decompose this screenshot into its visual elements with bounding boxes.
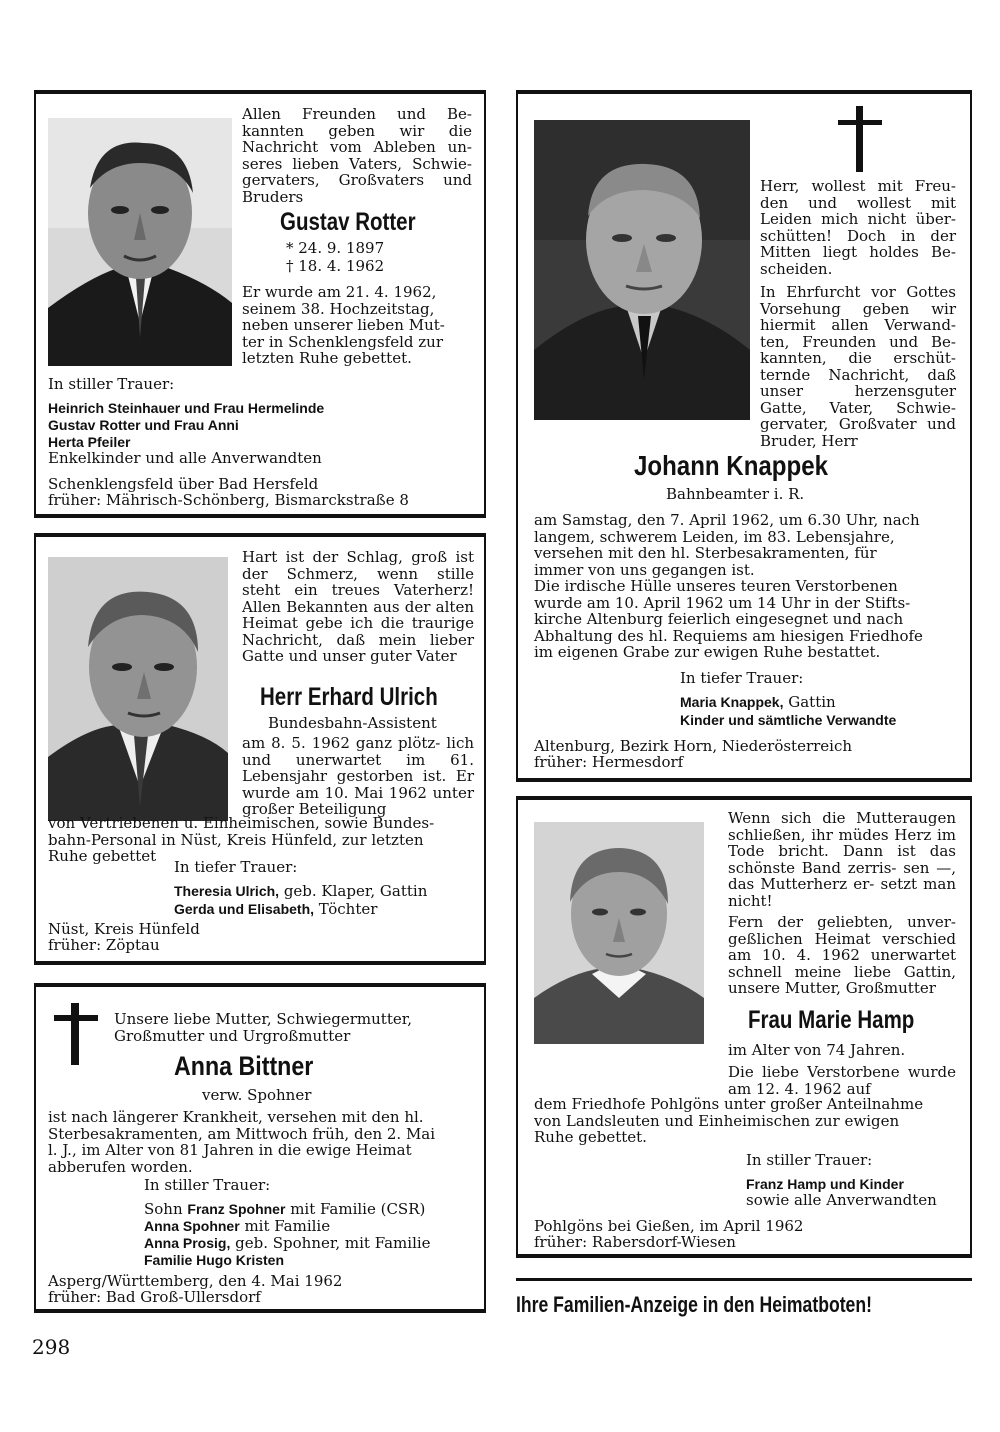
- knappek-mourner-2: Kinder und sämtliche Verwandte: [680, 712, 897, 728]
- notice-marie-hamp: [516, 796, 972, 1258]
- notice-erhard-ulrich: [34, 533, 486, 965]
- rotter-burial: Er wurde am 21. 4. 1962, seinem 38. Hochzeitstag, neben unserer lieben Mut- ter in Schenklengsfeld zur letzten Ruhe gebettet.: [242, 283, 445, 367]
- ad-slogan: Ihre Familien-Anzeige in den Heimatboten!: [516, 1292, 872, 1317]
- ulrich-mourner-1-rest: geb. Klaper, Gattin: [279, 882, 428, 900]
- rotter-place: Schenklengsfeld über Bad Hersfeld: [48, 475, 319, 493]
- hamp-verse: Wenn sich die Mutteraugen schließen, ihr müdes Herz im Tode bricht. Dann ist das schönste Band zerris- sen —, das Mutterherz er- setzt man nicht!: [728, 809, 956, 910]
- bittner-mourner-1: [144, 1201, 425, 1218]
- rotter-born: * 24. 9. 1897: [286, 239, 385, 257]
- hamp-former: früher: Rabersdorf-Wiesen: [534, 1233, 736, 1251]
- rotter-intro: Allen Freunden und Be- kannten geben wir die Nachricht vom Ableben un- seres lieben Vaters, Schwie- gervaters, Großvaters und Bruders: [242, 105, 472, 206]
- knappek-mourner-1-rest: Gattin: [783, 693, 836, 711]
- bittner-mourner-3: [144, 1235, 431, 1252]
- notice-gustav-rotter: [34, 90, 486, 518]
- ulrich-title: Bundesbahn-Assistent: [268, 714, 437, 732]
- bittner-mourner-3-rest: geb. Spohner, mit Familie: [230, 1234, 431, 1252]
- hamp-name: Frau Marie Hamp: [748, 1006, 915, 1034]
- bittner-mourning-label: In stiller Trauer:: [144, 1176, 271, 1194]
- portrait-johann-knappek: [534, 120, 750, 420]
- bittner-mourner-2-rest: mit Familie: [239, 1217, 331, 1235]
- hamp-intro: Fern der geliebten, unver- geßlichen Heimat verschied am 10. 4. 1962 unerwartet schnell meine liebe Gattin, unsere Mutter, Großmutter: [728, 913, 956, 997]
- ulrich-name: Herr Erhard Ulrich: [260, 683, 438, 711]
- knappek-mourner-1-name: Maria Knappek,: [680, 694, 784, 710]
- ulrich-mourner-1-name: Theresia Ulrich,: [174, 883, 280, 899]
- bittner-mourner-2-name: Anna Spohner: [144, 1218, 240, 1234]
- bittner-maiden: verw. Spohner: [202, 1086, 312, 1104]
- cross-icon: [54, 1003, 98, 1065]
- hamp-age: im Alter von 74 Jahren.: [728, 1041, 906, 1059]
- ad-rule-top: [516, 1278, 972, 1281]
- knappek-former: früher: Hermesdorf: [534, 753, 684, 771]
- knappek-intro: In Ehrfurcht vor Gottes Vorsehung geben wir hiermit allen Verwand- ten, Freunden und Be- kannten, die erschüt- ternde Nachricht, daß unser herzensguter Gatte, Vater, Schwie- gervater, Großvater und Bruder, Herr: [760, 283, 956, 450]
- rotter-former: früher: Mährisch-Schönberg, Bismarckstraße 8: [48, 491, 409, 509]
- hamp-mourning-label: In stiller Trauer:: [746, 1151, 873, 1169]
- knappek-text: am Samstag, den 7. April 1962, um 6.30 Uhr, nach langem, schwerem Leiden, im 83. Lebensjahre, versehen mit den hl. Sterbesakramenten, für immer von uns gegangen ist. Die irdische Hülle unseres teuren Verstorbenen wurde am 10. April 1962 um 14 Uhr in der Stifts- kirche Altenburg feierlich eingesegnet und nach Abhaltung des hl. Requiems am hiesigen Friedhofe im eigenen Grabe zur ewigen Ruhe bestattet.: [534, 511, 923, 661]
- ulrich-mourner-2-name: Gerda und Elisabeth,: [174, 901, 315, 917]
- notice-anna-bittner: [34, 983, 486, 1313]
- bittner-text: ist nach längerer Krankheit, versehen mit den hl. Sterbesakramenten, am Mittwoch früh, den 2. Mai l. J., im Alter von 81 Jahren in die ewige Heimat abberufen worden.: [48, 1108, 436, 1176]
- rotter-died: † 18. 4. 1962: [286, 257, 385, 275]
- rotter-mourner-3: Herta Pfeiler: [48, 434, 131, 450]
- rotter-name: Gustav Rotter: [280, 208, 416, 236]
- bittner-mourner-1-rest: mit Familie (CSR): [285, 1200, 426, 1218]
- bittner-intro: Unsere liebe Mutter, Schwiegermutter, Großmutter und Urgroßmutter: [114, 1010, 413, 1045]
- knappek-mourning-label: In tiefer Trauer:: [680, 669, 804, 687]
- knappek-mourner-1: [680, 694, 836, 711]
- ulrich-text-1: am 8. 5. 1962 ganz plötz- lich und unerwartet im 61. Lebensjahr gestorben ist. Er wurde am 10. Mai 1962 unter großer Beteiligung: [242, 734, 474, 818]
- ulrich-mourner-1: [174, 883, 427, 900]
- bittner-mourner-1-pre: Sohn: [144, 1200, 188, 1218]
- knappek-name: Johann Knappek: [634, 450, 829, 481]
- bittner-mourner-4: Familie Hugo Kristen: [144, 1252, 285, 1268]
- ulrich-place: Nüst, Kreis Hünfeld: [48, 920, 200, 938]
- page-number: 298: [32, 1335, 71, 1359]
- notice-johann-knappek: [516, 90, 972, 782]
- ulrich-intro: Hart ist der Schlag, groß ist der Schmerz, wenn stille steht ein treues Vaterherz! Allen Bekannten aus der alten Heimat gebe ich die traurige Nachricht, daß mein lieber Gatte und unser guter Vater: [242, 548, 474, 665]
- bittner-name: Anna Bittner: [174, 1051, 314, 1081]
- cross-icon-knappek: [838, 106, 882, 172]
- rotter-mourner-1: Heinrich Steinhauer und Frau Hermelinde: [48, 400, 325, 416]
- rotter-mourner-2: Gustav Rotter und Frau Anni: [48, 417, 239, 433]
- knappek-title: Bahnbeamter i. R.: [666, 485, 805, 503]
- bittner-mourner-2: [144, 1218, 330, 1235]
- bittner-former: früher: Bad Groß-Ullersdorf: [48, 1288, 261, 1306]
- hamp-text-1: Die liebe Verstorbene wurde am 12. 4. 1962 auf: [728, 1063, 956, 1098]
- ulrich-former: früher: Zöptau: [48, 936, 160, 954]
- bittner-place: Asperg/Württemberg, den 4. Mai 1962: [48, 1272, 343, 1290]
- bittner-mourner-1-name: Franz Spohner: [187, 1201, 286, 1217]
- knappek-place: Altenburg, Bezirk Horn, Niederösterreich: [534, 737, 853, 755]
- hamp-place: Pohlgöns bei Gießen, im April 1962: [534, 1217, 804, 1235]
- hamp-text-2: dem Friedhofe Pohlgöns unter großer Anteilnahme von Landsleuten und Einheimischen zur ewigen Ruhe gebettet.: [534, 1095, 924, 1146]
- rotter-mourning-label: In stiller Trauer:: [48, 375, 175, 393]
- ulrich-mourner-2-rest: Töchter: [314, 900, 378, 918]
- portrait-marie-hamp: [534, 822, 704, 1044]
- ulrich-mourning-label: In tiefer Trauer:: [174, 858, 298, 876]
- knappek-verse: Herr, wollest mit Freu- den und wollest mit Leiden mich nicht über- schütten! Doch in der Mitten liegt holdes Be- scheiden.: [760, 177, 956, 278]
- bittner-mourner-3-name: Anna Prosig,: [144, 1235, 231, 1251]
- hamp-mourner-2: sowie alle Anverwandten: [746, 1191, 937, 1209]
- hamp-mourner-1: Franz Hamp und Kinder: [746, 1176, 904, 1192]
- ulrich-text-2: von Vertriebenen u. Einheimischen, sowie Bundes- bahn-Personal in Nüst, Kreis Hünfeld, zur letzten Ruhe gebettet: [48, 814, 435, 865]
- ulrich-mourner-2: [174, 901, 377, 918]
- portrait-gustav-rotter: [48, 118, 232, 366]
- portrait-erhard-ulrich: [48, 557, 228, 821]
- rotter-mourner-4: Enkelkinder und alle Anverwandten: [48, 449, 322, 467]
